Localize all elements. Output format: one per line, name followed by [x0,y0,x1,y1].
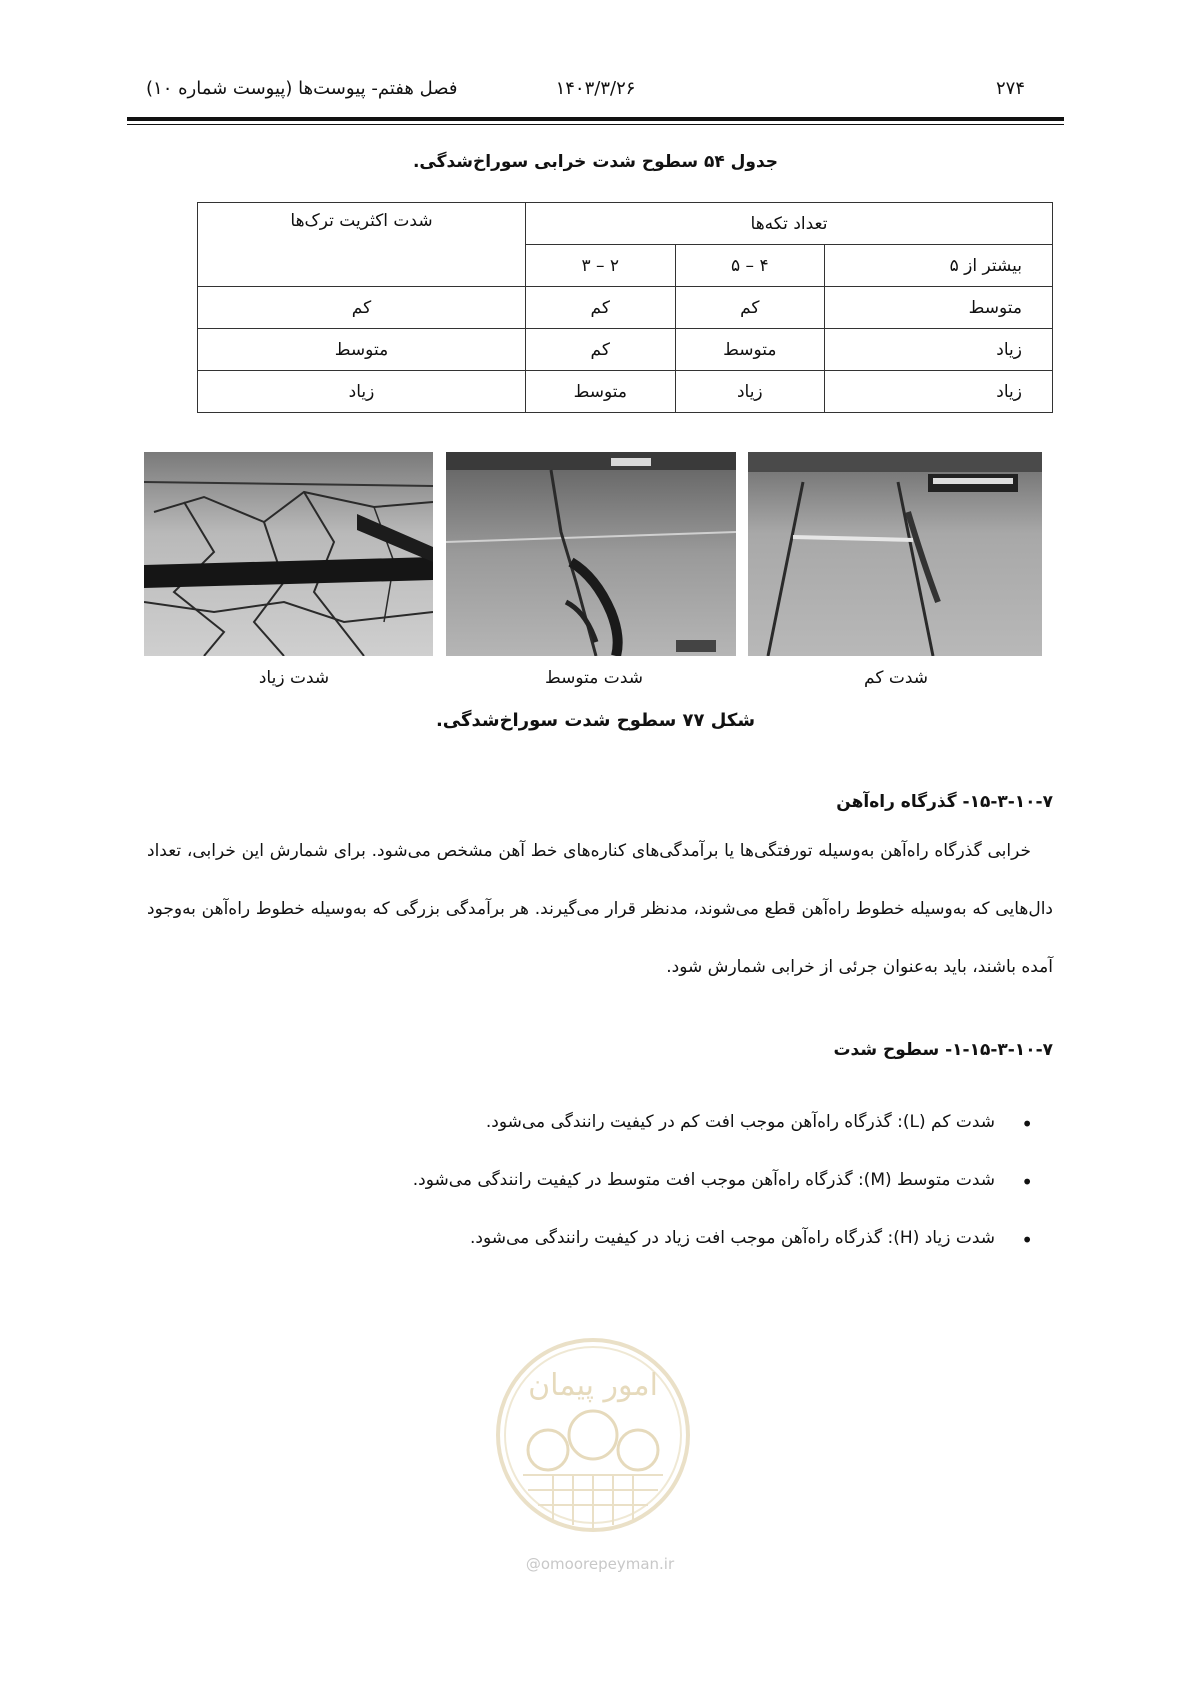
table-cell: متوسط [198,329,526,371]
caption-high: شدت زیاد [258,668,330,688]
subsection-heading: ۱-۱۵-۳-۱۰-۷- سطوح شدت [833,1040,1053,1060]
section-heading: ۱۵-۳-۱۰-۷- گذرگاه راه‌آهن [836,792,1053,812]
watermark-site: @omoorepeyman.ir [525,1555,675,1573]
severity-table [197,202,1053,413]
photo-medium-severity [446,452,736,656]
caption-low: شدت کم [864,668,928,688]
table-subhead: ۴ – ۵ [675,245,825,287]
table-cell: کم [526,329,676,371]
severity-bullets [147,1112,1053,1286]
page-header [146,78,1045,108]
header-page-number: ۲۷۴ [995,78,1025,99]
header-rule-thin [127,124,1064,125]
table-cell: کم [198,287,526,329]
table-row [198,287,1053,329]
table-cell: زیاد [825,329,1053,371]
table-cell: زیاد [198,371,526,413]
table-row [198,329,1053,371]
table-cell: کم [526,287,676,329]
figure-photos [144,452,1042,656]
table-cell: کم [675,287,825,329]
list-item: • شدت متوسط (M): گذرگاه راه‌آهن موجب افت متوسط در کیفیت رانندگی می‌شود. [147,1170,1053,1228]
table-subhead: ۲ – ۳ [526,245,676,287]
watermark-logo-text: امور پیمان [528,1368,658,1403]
figure-captions [144,668,1042,694]
table-head-crack-severity: شدت اکثریت ترک‌ها [198,203,526,287]
table-cell: متوسط [675,329,825,371]
table-subhead: بیشتر از ۵ [825,245,1053,287]
photo-low-severity [748,452,1042,656]
header-rule-thick [127,117,1064,121]
caption-medium: شدت متوسط [545,668,643,688]
table-cell: متوسط [526,371,676,413]
list-item: • شدت زیاد (H): گذرگاه راه‌آهن موجب افت زیاد در کیفیت رانندگی می‌شود. [147,1228,1053,1286]
header-date: ۱۴۰۳/۳/۲۶ [555,78,636,99]
table-row [198,371,1053,413]
table-cell: متوسط [825,287,1053,329]
header-chapter: فصل هفتم- پیوست‌ها (پیوست شماره ۱۰) [146,78,458,99]
list-item: • شدت کم (L): گذرگاه راه‌آهن موجب افت کم در کیفیت رانندگی می‌شود. [147,1112,1053,1170]
section-paragraph: خرابی گذرگاه راه‌آهن به‌وسیله تورفتگی‌ها یا برآمدگی‌های کناره‌های خط آهن مشخص می‌شود. برای شمارش این خرابی، تعداد دال‌هایی که به‌وسیله خطوط راه‌آهن قطع می‌شوند، مدنظر قرار می‌گیرند. هر برآمدگی بزرگی که به‌وسیله خطوط راه‌آهن به‌وجود آمده باشند، باید به‌عنوان جرئی از خرابی شمارش شود. [147,841,1053,977]
photo-high-severity [144,452,433,656]
table-title: جدول ۵۴ سطوح شدت خرابی سوراخ‌شدگی. [412,152,779,172]
table-cell: زیاد [825,371,1053,413]
watermark-logo [493,1325,693,1590]
table-head-pieces: تعداد تکه‌ها [526,203,1053,245]
figure-title: شکل ۷۷ سطوح شدت سوراخ‌شدگی. [435,710,756,731]
table-header-row [198,203,1053,245]
table-cell: زیاد [675,371,825,413]
